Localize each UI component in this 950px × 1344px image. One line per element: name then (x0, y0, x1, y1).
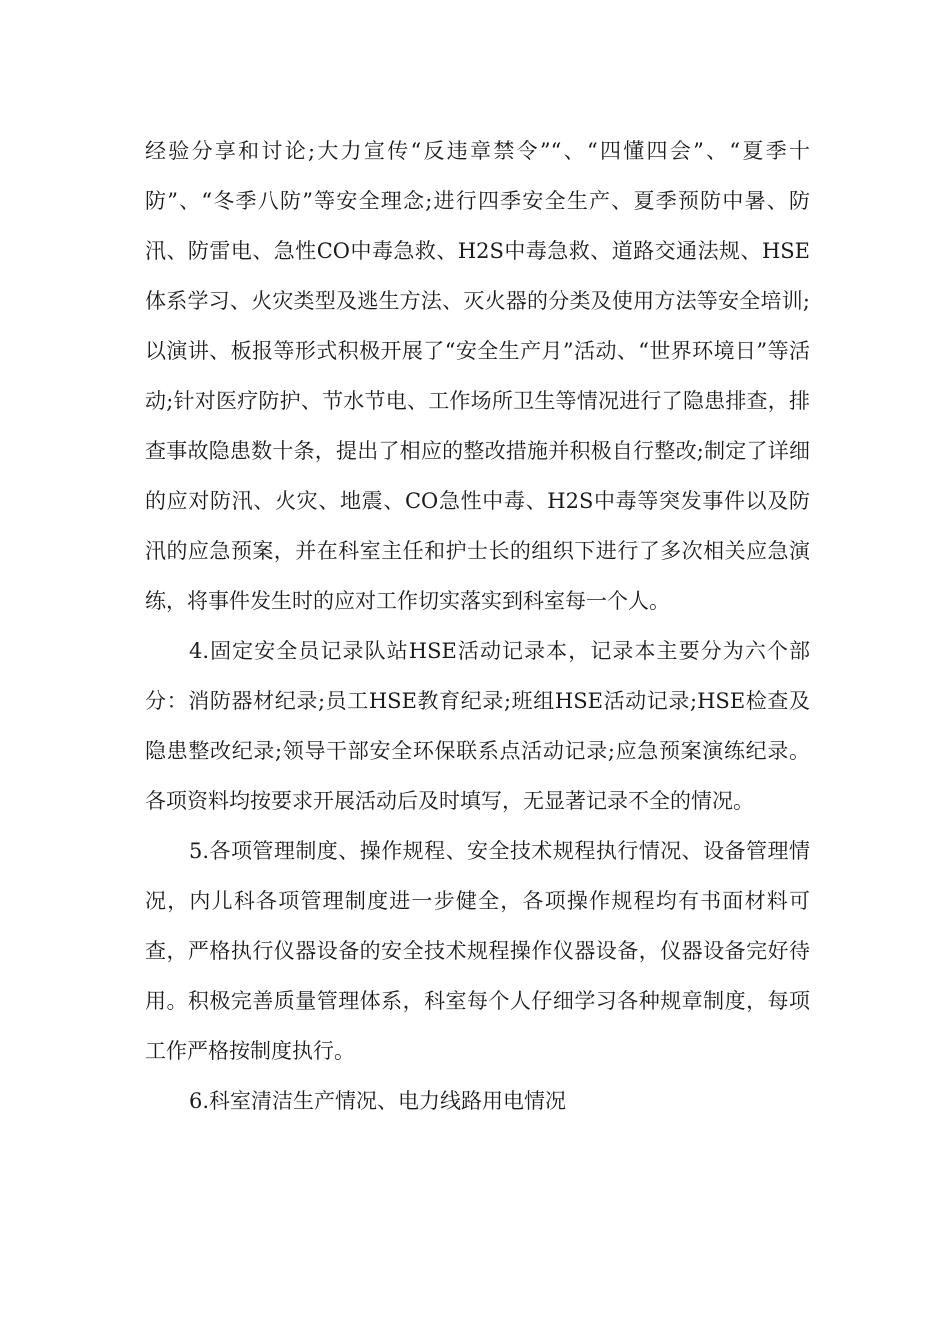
paragraph-item-6: 6.科室清洁生产情况、电力线路用电情况 (189, 1089, 567, 1113)
paragraph-training-activities: 经验分享和讨论;大力宣传“反违章禁令”“、“四懂四会”、“夏季十防”、“冬季八防”等安全理念;进行四季安全生产、夏季预防中暑、防汛、防雷电、急性CO中毒急救、H2S中毒急救、道路交通法规、HSE体系学习、火灾类型及逃生方法、灭火器的分类及使用方法等安全培训;以演讲、板报等形式积极开展了“安全生产月”活动、“世界环境日”等活动;针对医疗防护、节水节电、工作场所卫生等情况进行了隐患排查，排查事故隐患数十条，提出了相应的整改措施并积极自行整改;制定了详细的应对防汛、火灾、地震、CO急性中毒、H2S中毒等突发事件以及防汛的应急预案，并在科室主任和护士长的组织下进行了多次相关应急演练，将事件发生时的应对工作切实落实到科室每一个人。 (145, 139, 810, 613)
paragraph-item-4: 4.固定安全员记录队站HSE活动记录本，记录本主要分为六个部分：消防器材纪录;员工HSE教育纪录;班组HSE活动记录;HSE检查及隐患整改纪录;领导干部安全环保联系点活动记录;应急预案演练纪录。各项资料均按要求开展活动后及时填写，无显著记录不全的情况。 (145, 639, 810, 813)
paragraph-item-5: 5.各项管理制度、操作规程、安全技术规程执行情况、设备管理情况，内儿科各项管理制度进一步健全，各项操作规程均有书面材料可查，严格执行仪器设备的安全技术规程操作仪器设备，仪器设备完好待用。积极完善质量管理体系，科室每个人仔细学习各种规章制度，每项工作严格按制度执行。 (145, 839, 810, 1063)
document-body (145, 126, 810, 1126)
